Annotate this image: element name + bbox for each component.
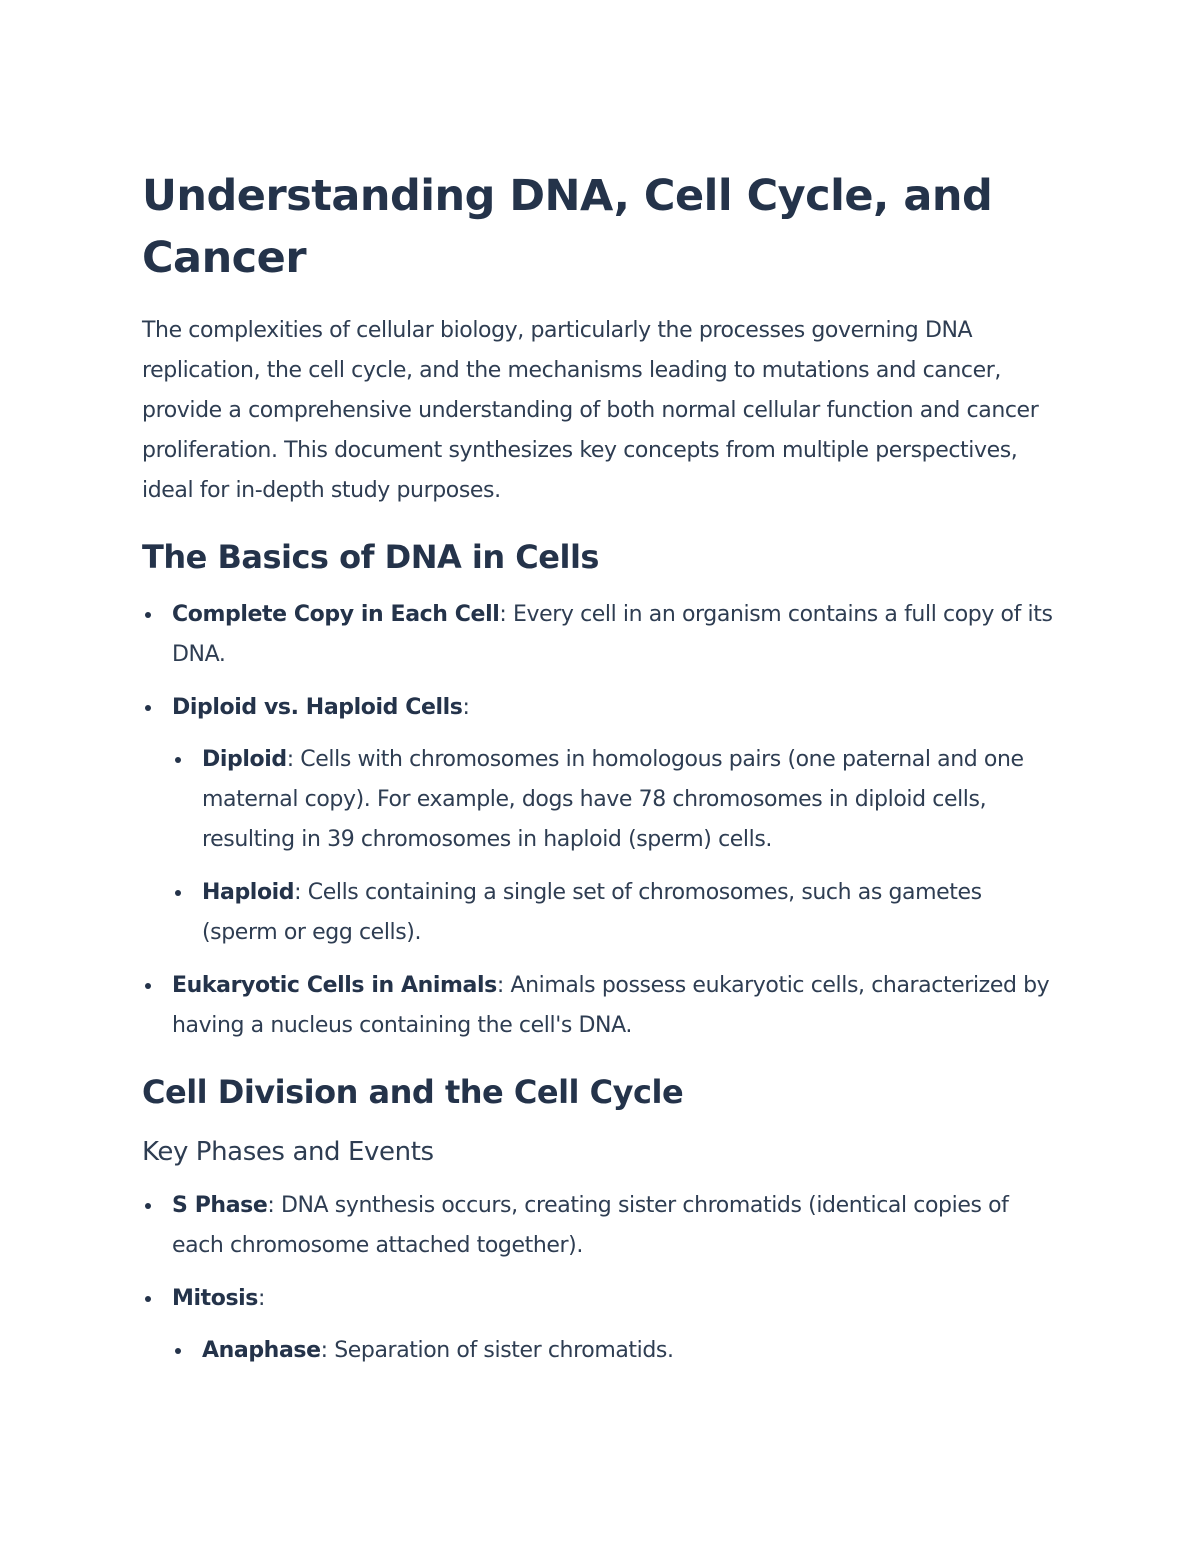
list-item: [142, 595, 1062, 675]
list-item: [142, 688, 1062, 953]
nested-list-item: [172, 740, 1062, 860]
section-heading-cell-cycle: Cell Division and the Cell Cycle: [142, 1073, 684, 1111]
list-item-text: :: [258, 1286, 266, 1311]
list-item-text: : Cells with chromosomes in homologous pairs (one paternal and one maternal copy). For example, dogs have 78 chromosomes in diploid cells, resulting in 39 chromosomes in haploid (sperm) cells.: [202, 747, 1024, 852]
document-title: Understanding DNA, Cell Cycle, and Cancer: [142, 171, 993, 283]
list-item-term: Diploid vs. Haploid Cells: [172, 695, 463, 720]
list-item-text: : DNA synthesis occurs, creating sister chromatids (identical copies of each chromosome attached together).: [172, 1193, 1009, 1258]
document-content: [142, 165, 1062, 1384]
list-item-term: Diploid: [202, 747, 287, 772]
list-item: [142, 1186, 1062, 1266]
list-item-term: S Phase: [172, 1193, 268, 1218]
subsection-heading-key-phases: Key Phases and Events: [142, 1137, 434, 1167]
bullet-icon: [145, 612, 151, 618]
bullet-icon: [145, 1296, 151, 1302]
list-item-text: : Animals possess eukaryotic cells, characterized by having a nucleus containing the cell's DNA.: [172, 973, 1050, 1038]
bullet-icon: [145, 983, 151, 989]
list-item-term: Anaphase: [202, 1338, 321, 1363]
bullet-icon: [145, 1203, 151, 1209]
list-item-text: :: [462, 695, 470, 720]
bullet-icon: [145, 705, 151, 711]
nested-list-item: [172, 1331, 1062, 1371]
nested-list: [172, 740, 1062, 953]
section-heading-dna-basics: The Basics of DNA in Cells: [142, 538, 599, 576]
list-item-text: : Separation of sister chromatids.: [320, 1338, 674, 1363]
nested-list: [172, 1331, 1062, 1371]
bullet-icon: [175, 1348, 181, 1354]
dna-basics-list: [142, 595, 1062, 1046]
intro-paragraph: The complexities of cellular biology, particularly the processes governing DNA replication, the cell cycle, and the mechanisms leading to mutations and cancer, provide a comprehensive understanding of both normal cellular function and cancer proliferation. This document synthesizes key concepts from multiple perspectives, ideal for in-depth study purposes.: [142, 318, 1039, 503]
list-item-term: Haploid: [202, 880, 295, 905]
list-item-term: Eukaryotic Cells in Animals: [172, 973, 497, 998]
list-item-text: : Every cell in an organism contains a full copy of its DNA.: [172, 602, 1053, 667]
bullet-icon: [175, 890, 181, 896]
list-item-text: : Cells containing a single set of chromosomes, such as gametes (sperm or egg cells).: [202, 880, 982, 945]
list-item-term: Complete Copy in Each Cell: [172, 602, 500, 627]
list-item-term: Mitosis: [172, 1286, 258, 1311]
cell-cycle-list: [142, 1186, 1062, 1371]
list-item: [142, 1279, 1062, 1371]
list-item: [142, 966, 1062, 1046]
nested-list-item: [172, 873, 1062, 953]
bullet-icon: [175, 757, 181, 763]
